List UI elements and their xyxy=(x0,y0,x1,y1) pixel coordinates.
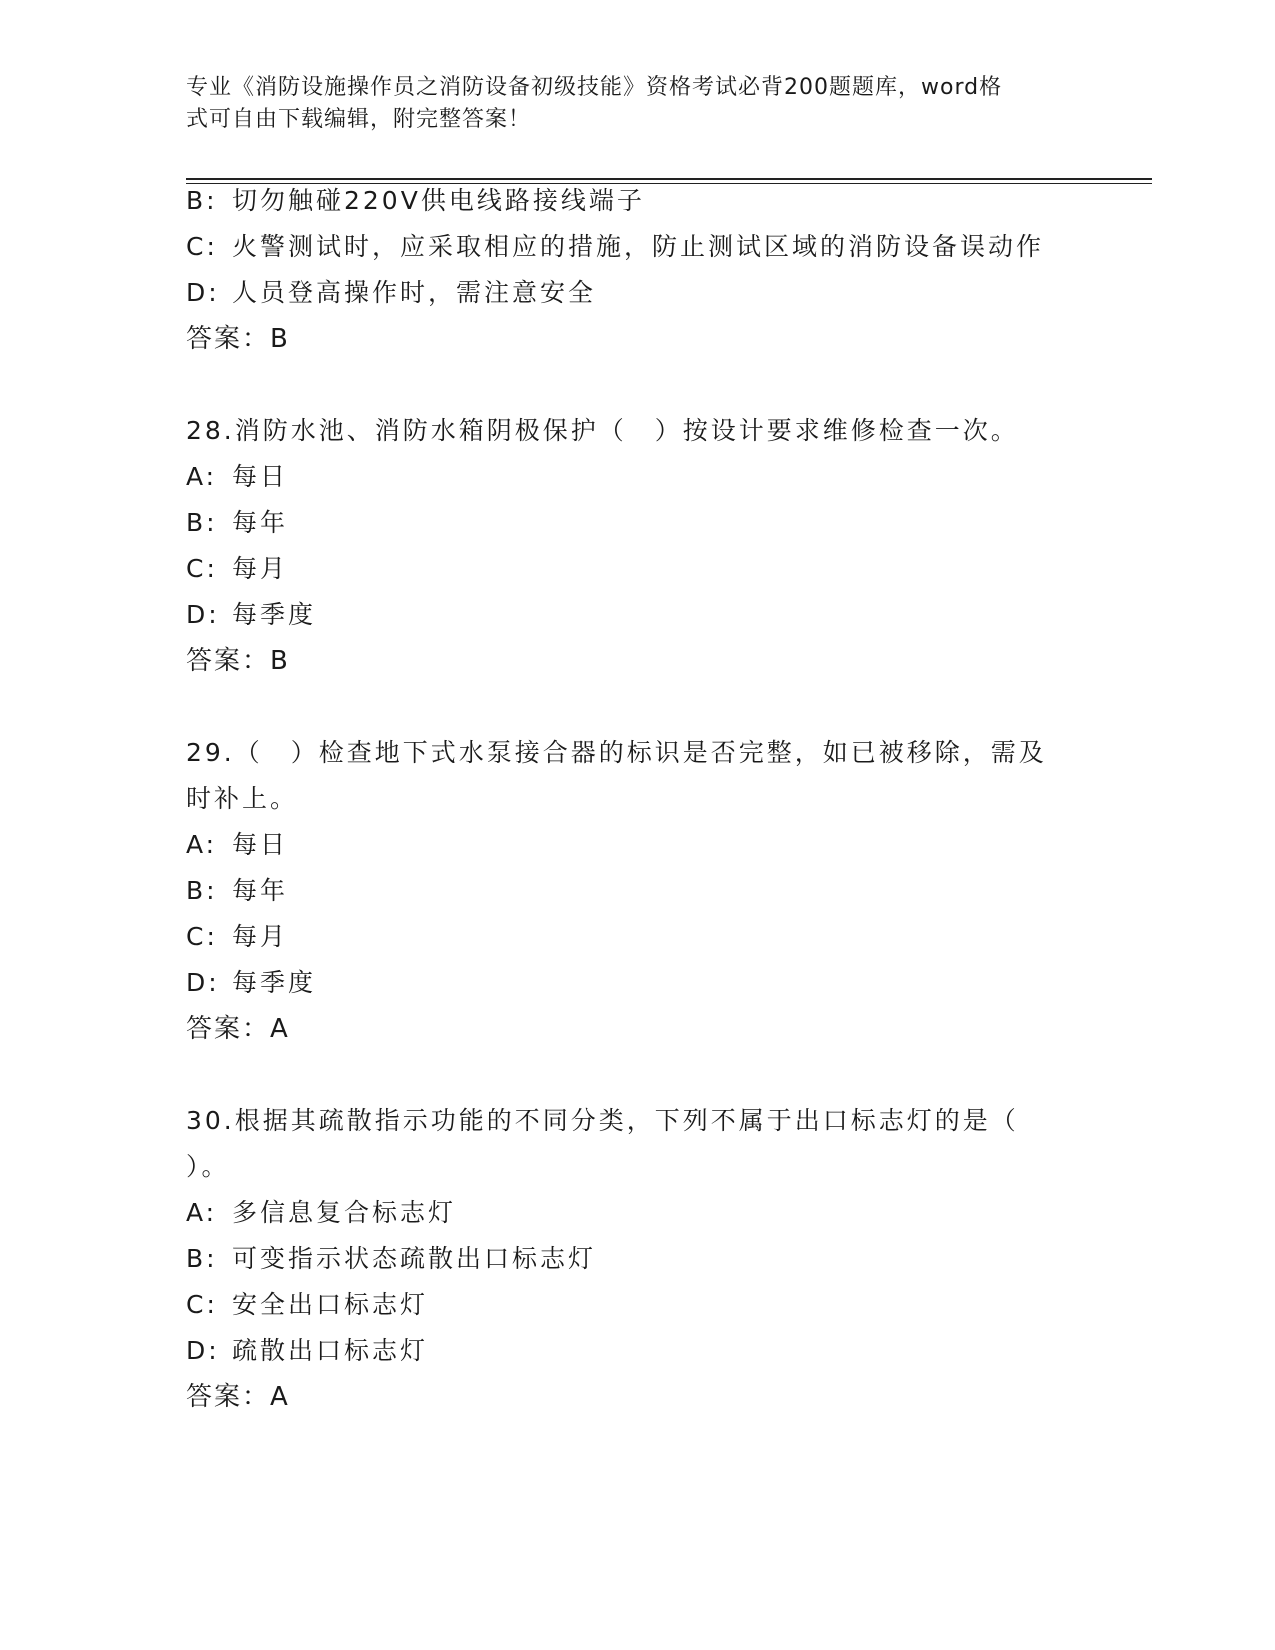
option-text: 火警测试时，应采取相应的措施，防止测试区域的消防设备误动作 xyxy=(232,232,1045,261)
option-text: 每年 xyxy=(232,876,289,905)
option-key: A: xyxy=(186,462,218,491)
option-key: C: xyxy=(186,922,218,951)
question-stem-line-2: 时补上。 xyxy=(186,784,299,813)
question-stem-line-1: 30.根据其疏散指示功能的不同分类，下列不属于出口标志灯的是（ xyxy=(186,1106,1019,1135)
option-d xyxy=(186,960,1086,1006)
header-line-1: 专业《消防设施操作员之消防设备初级技能》资格考试必背200题题库，word格 xyxy=(186,75,1003,100)
header-line-2: 式可自由下载编辑，附完整答案！ xyxy=(186,107,532,132)
answer-line: 答案：A xyxy=(186,1014,290,1044)
option-text: 每季度 xyxy=(232,600,317,629)
option-c xyxy=(186,546,1086,592)
option-key: B: xyxy=(186,1244,218,1273)
option-text: 人员登高操作时，需注意安全 xyxy=(232,278,597,307)
question-30 xyxy=(186,1098,1086,1420)
question-stem-line-1: 29.（ ）检查地下式水泵接合器的标识是否完整，如已被移除，需及 xyxy=(186,738,1047,767)
option-text: 每日 xyxy=(232,830,289,859)
answer-line: 答案：B xyxy=(186,324,290,354)
option-key: C: xyxy=(186,232,218,261)
option-a xyxy=(186,1190,1086,1236)
option-text: 每日 xyxy=(232,462,289,491)
question-29 xyxy=(186,730,1086,1052)
option-text: 每季度 xyxy=(232,968,317,997)
option-c xyxy=(186,224,1086,270)
option-text: 可变指示状态疏散出口标志灯 xyxy=(232,1244,597,1273)
question-28 xyxy=(186,408,1086,684)
option-text: 多信息复合标志灯 xyxy=(232,1198,457,1227)
option-a xyxy=(186,454,1086,500)
option-b xyxy=(186,868,1086,914)
answer-line: 答案：A xyxy=(186,1382,290,1412)
option-text: 疏散出口标志灯 xyxy=(232,1336,429,1365)
option-b xyxy=(186,500,1086,546)
option-key: C: xyxy=(186,554,218,583)
option-text: 每年 xyxy=(232,508,289,537)
spacer xyxy=(186,1052,1086,1098)
option-key: A: xyxy=(186,1198,218,1227)
option-key: B: xyxy=(186,876,218,905)
option-a xyxy=(186,822,1086,868)
option-c xyxy=(186,1282,1086,1328)
option-b xyxy=(186,1236,1086,1282)
question-list xyxy=(186,178,1086,1420)
option-key: D: xyxy=(186,1336,220,1365)
option-text: 每月 xyxy=(232,554,289,583)
spacer xyxy=(186,684,1086,730)
option-text: 每月 xyxy=(232,922,289,951)
option-d xyxy=(186,270,1086,316)
option-text: 安全出口标志灯 xyxy=(232,1290,429,1319)
option-key: B: xyxy=(186,508,218,537)
question-stem: 28.消防水池、消防水箱阴极保护（ ）按设计要求维修检查一次。 xyxy=(186,416,1019,445)
question-27-continued xyxy=(186,178,1086,362)
option-key: D: xyxy=(186,278,220,307)
option-text: 切勿触碰220V供电线路接线端子 xyxy=(232,186,645,215)
option-key: B: xyxy=(186,186,218,215)
question-stem-line-2: ）。 xyxy=(186,1152,230,1181)
option-key: D: xyxy=(186,600,220,629)
option-b xyxy=(186,178,1086,224)
option-c xyxy=(186,914,1086,960)
option-key: A: xyxy=(186,830,218,859)
option-key: D: xyxy=(186,968,220,997)
document-header xyxy=(186,72,1066,136)
answer-line: 答案：B xyxy=(186,646,290,676)
spacer xyxy=(186,362,1086,408)
option-key: C: xyxy=(186,1290,218,1319)
option-d xyxy=(186,1328,1086,1374)
option-d xyxy=(186,592,1086,638)
